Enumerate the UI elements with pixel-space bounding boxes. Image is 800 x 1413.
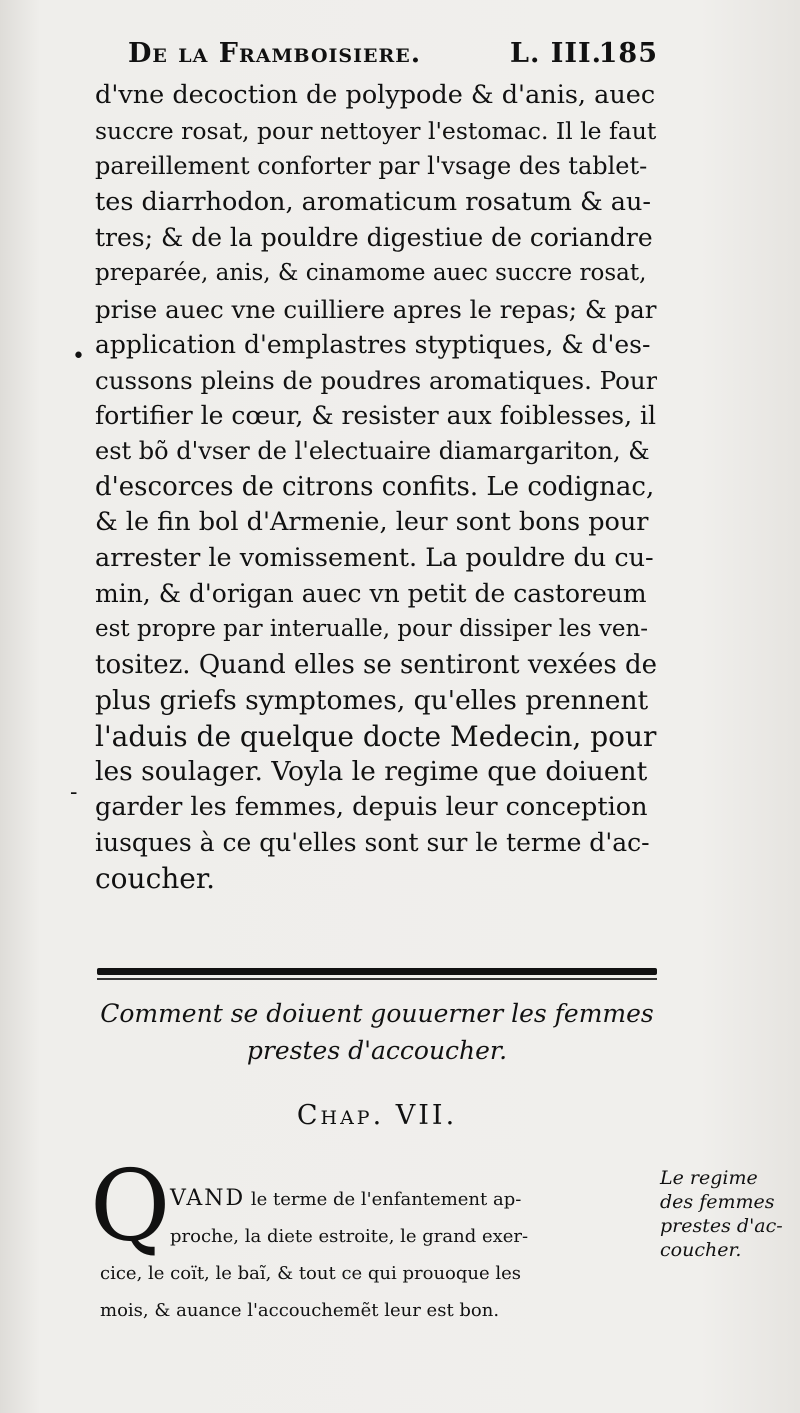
chapter-paragraph: [100, 1180, 660, 1329]
text-line: tes diarrhodon, aromaticum rosatum & au-: [95, 186, 652, 217]
text-line: preparée, anis, & cinamome auec succre rosat,: [95, 259, 647, 286]
text-line: application d'emplastres styptiques, & d'es-: [95, 330, 651, 360]
book-number: L. III.: [510, 38, 603, 69]
text-line: les soulager. Voyla le regime que doiuent: [95, 756, 648, 788]
text-line: tositez. Quand elles se sentiront vexées de: [95, 649, 657, 680]
para-line-4: mois, & auance l'accouchemẽt leur est bon.: [100, 1300, 500, 1321]
text-line: arrester le vomissement. La pouldre du cu-: [95, 542, 654, 573]
margin-note-line: des femmes: [660, 1191, 775, 1213]
text-line: cussons pleins de poudres aromatiques. Pour: [95, 365, 657, 395]
section-divider-rule: [97, 968, 657, 975]
text-line: tres; & de la pouldre digestiue de coriandre: [95, 223, 653, 253]
margin-note-line: Le regime: [660, 1167, 758, 1189]
running-title: De la Framboisiere.: [128, 38, 422, 69]
body-text: [95, 78, 657, 897]
text-line: d'escorces de citrons confits. Le codignac,: [95, 471, 655, 502]
page-number: 185: [598, 38, 658, 69]
text-line: min, & d'origan auec vn petit de castoreum: [95, 579, 647, 609]
text-line: est bõ d'vser de l'electuaire diamargariton, &: [95, 436, 650, 465]
subtitle-line-1: Comment se doiuent gouuerner les femmes: [100, 999, 654, 1028]
margin-note-line: coucher.: [660, 1239, 742, 1261]
drop-cap-letter: Q: [90, 1150, 171, 1264]
text-line: d'vne decoction de polypode & d'anis, auec: [95, 80, 656, 110]
text-line: prise auec vne cuilliere apres le repas; & par: [95, 294, 657, 324]
text-line: l'aduis de quelque docte Medecin, pour: [95, 719, 657, 753]
margin-bullet-mark: •: [72, 344, 85, 369]
subtitle-line-2: prestes d'accoucher.: [246, 1036, 508, 1065]
text-line: succre rosat, pour nettoyer l'estomac. Il le faut: [95, 116, 657, 145]
text-line: fortifier le cœur, & resister aux foiblesses, il: [95, 401, 656, 431]
section-divider-thin-rule: [97, 978, 657, 980]
text-line: pareillement conforter par l'vsage des tablet-: [95, 152, 648, 181]
para-line-1: [100, 1180, 660, 1218]
para-line-2: proche, la diete estroite, le grand exer-: [170, 1226, 529, 1247]
text-line: garder les femmes, depuis leur conception: [95, 791, 648, 822]
margin-note-line: prestes d'ac-: [660, 1215, 783, 1237]
para-line-3: cice, le coït, le baĩ, & tout ce qui prouoque les: [100, 1263, 522, 1284]
running-header: [128, 38, 658, 74]
text-line: & le fin bol d'Armenie, leur sont bons pour: [95, 507, 649, 538]
text-line: coucher.: [95, 862, 216, 896]
chapter-subtitle: [97, 995, 657, 1069]
chapter-heading: Chap. VII.: [296, 1100, 458, 1131]
text-line: iusques à ce qu'elles sont sur le terme d'ac-: [95, 828, 650, 858]
margin-dash-mark: -: [70, 780, 78, 805]
para-line-text: le terme de l'enfantement ap-: [250, 1189, 522, 1210]
text-line: est propre par interualle, pour dissiper les ven-: [95, 615, 649, 642]
margin-note: [660, 1166, 800, 1262]
text-line: plus griefs symptomes, qu'elles prennent: [95, 685, 649, 717]
first-word: VAND: [170, 1186, 246, 1211]
